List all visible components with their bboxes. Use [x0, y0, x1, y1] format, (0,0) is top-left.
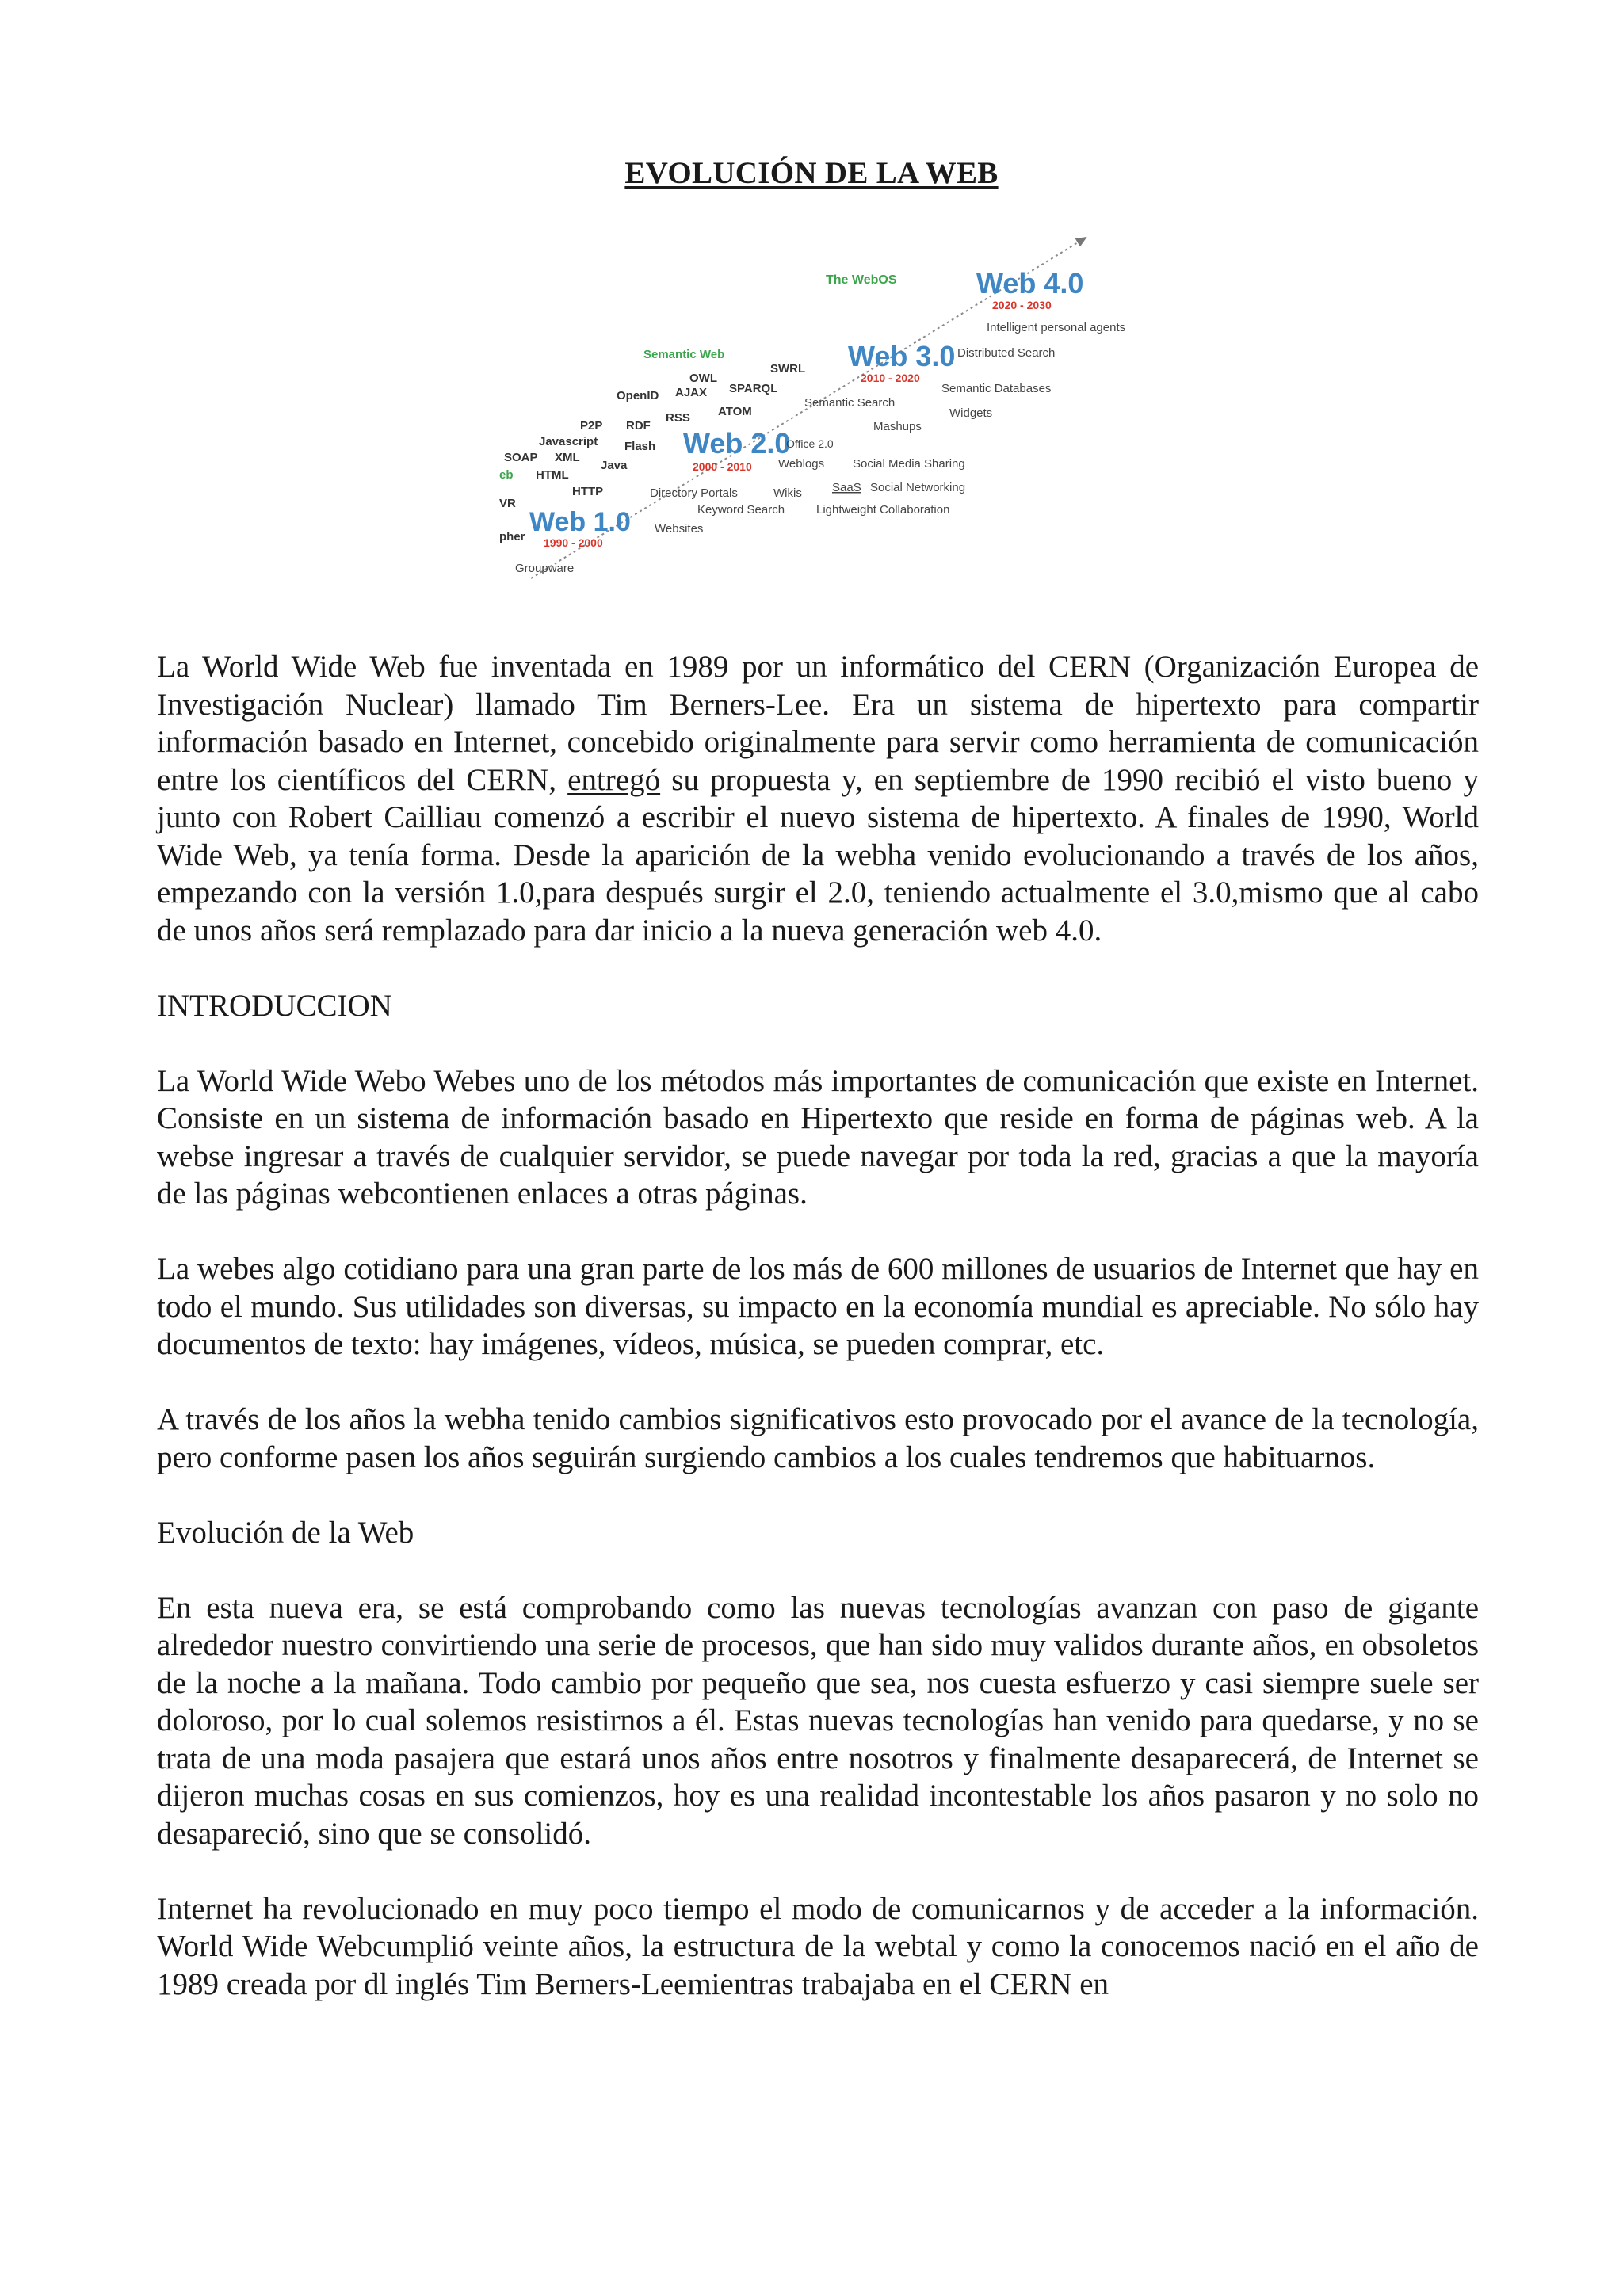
- label-http: HTTP: [572, 485, 604, 498]
- label-web40: Web 4.0: [976, 267, 1084, 299]
- label-semantic-web: Semantic Web: [643, 348, 725, 361]
- label-openid: OpenID: [617, 389, 659, 402]
- document-body: [157, 648, 1479, 2041]
- heading-introduccion: INTRODUCCION: [157, 988, 392, 1023]
- label-rdf: RDF: [626, 419, 651, 433]
- label-javascript: Javascript: [539, 435, 598, 448]
- label-office20: Office 2.0: [786, 437, 834, 450]
- label-wikis: Wikis: [773, 486, 802, 500]
- label-websites: Websites: [655, 522, 704, 536]
- label-groupware: Groupware: [515, 562, 575, 575]
- label-swrl: SWRL: [770, 362, 806, 376]
- label-directory-portals: Directory Portals: [650, 486, 738, 500]
- label-p2p: P2P: [580, 419, 603, 433]
- label-vr: VR: [499, 497, 516, 510]
- document-title: EVOLUCIÓN DE LA WEB: [624, 156, 999, 190]
- label-web10: Web 1.0: [529, 507, 631, 537]
- paragraph-history: [157, 648, 1479, 949]
- label-keyword-search: Keyword Search: [697, 503, 785, 517]
- label-html: HTML: [536, 468, 569, 482]
- label-weblogs: Weblogs: [778, 457, 825, 471]
- paragraph-evolution-2: Internet ha revolucionado en muy poco tiempo el modo de comunicarnos y de acceder a la información. World Wide Webcumplió veinte años, la estructura de la webtal y como la conocemos nació en el año de 1989 creada por dl inglés Tim Berners-Leemientras trabajaba en el CERN en: [157, 1891, 1479, 2001]
- label-social-media-sharing: Social Media Sharing: [853, 457, 965, 471]
- label-distributed-search: Distributed Search: [957, 346, 1056, 360]
- label-gopher-fragment: pher: [499, 530, 525, 543]
- label-web40-years: 2020 - 2030: [992, 299, 1052, 311]
- paragraph-history-a: La World Wide Web fue inventada en 1989 por un informático del CERN (Organización Europea de Investigación Nuclear) llamado Tim Berners-Lee. Era un sistema de hipertexto para compartir información basado en Internet, concebido originalmente para servir como herramienta de comunicación entre los científicos del CERN,: [157, 650, 1479, 797]
- label-java: Java: [601, 459, 628, 472]
- label-ajax: AJAX: [675, 386, 708, 399]
- link-entrego[interactable]: entregó: [567, 762, 661, 797]
- label-web30: Web 3.0: [848, 340, 956, 372]
- paragraph-intro-3: A través de los años la webha tenido cambios significativos esto provocado por el avance de la tecnología, pero conforme pasen los años seguirán surgiendo cambios a los cuales tendremos que habituarnos.: [157, 1402, 1479, 1474]
- label-webos: The WebOS: [826, 273, 897, 287]
- paragraph-evolution-1: En esta nueva era, se está comprobando como las nuevas tecnologías avanzan con paso de gigante alrededor nuestro convirtiendo una serie de procesos, que han sido muy validos durante años, en obsoletos de la noche a la mañana. Todo cambio por pequeño que sea, nos cuesta esfuerzo y casi siempre suele ser doloroso, por lo cual solemos resistirnos a él. Estas nuevas tecnologías han venido para quedarse, y no se trata de una moda pasajera que estará unos años entre nosotros y finalmente desaparecerá, de Internet se dijeron muchas cosas en sus comienzos, hoy es una realidad incontestable los años pasaron y no solo no desapareció, sino que se consolidó.: [157, 1590, 1479, 1851]
- label-xml: XML: [555, 451, 580, 464]
- label-rss: RSS: [666, 411, 690, 425]
- web-evolution-diagram: [499, 230, 1133, 586]
- label-web30-years: 2010 - 2020: [861, 372, 920, 384]
- label-atom: ATOM: [718, 405, 752, 418]
- heading-evolucion: Evolución de la Web: [157, 1515, 414, 1550]
- label-eb-fragment: eb: [499, 468, 514, 482]
- label-web20-years: 2000 - 2010: [693, 460, 752, 473]
- label-lightweight-collab: Lightweight Collaboration: [816, 503, 950, 517]
- paragraph-intro-1: La World Wide Webo Webes uno de los métodos más importantes de comunicación que existe en Internet. Consiste en un sistema de información basado en Hipertexto que reside en forma de páginas web. A la webse ingresar a través de cualquier servidor, se puede navegar por toda la red, gracias a que la mayoría de las páginas webcontienen enlaces a otras páginas.: [157, 1063, 1479, 1211]
- paragraph-intro-2: La webes algo cotidiano para una gran parte de los más de 600 millones de usuarios de Internet que hay en todo el mundo. Sus utilidades son diversas, su impacto en la economía mundial es apreciable. No sólo hay documentos de texto: hay imágenes, vídeos, música, se pueden comprar, etc.: [157, 1252, 1479, 1361]
- label-semantic-databases: Semantic Databases: [941, 382, 1052, 395]
- web-evolution-figure: [499, 230, 1133, 586]
- label-flash: Flash: [624, 440, 656, 453]
- label-saas: SaaS: [832, 481, 861, 494]
- label-sparql: SPARQL: [729, 382, 778, 395]
- paragraph-history-b: su propuesta y, en septiembre de 1990 recibió el visto bueno y junto con Robert Cailliau comenzó a escribir el nuevo sistema de hipertexto. A finales de 1990, World Wide Web, ya tenía forma. Desde la aparición de la webha venido evolucionando a través de los años, empezando con la versión 1.0,para después surgir el 2.0, teniendo actualmente el 3.0,mismo que al cabo de unos años será remplazado para dar inicio a la nueva generación web 4.0.: [157, 762, 1479, 948]
- label-mashups: Mashups: [873, 420, 922, 433]
- label-semantic-search: Semantic Search: [804, 396, 896, 410]
- label-web10-years: 1990 - 2000: [544, 536, 603, 549]
- label-intelligent-agents: Intelligent personal agents: [987, 321, 1126, 334]
- label-social-networking: Social Networking: [870, 481, 966, 494]
- label-soap: SOAP: [504, 451, 538, 464]
- label-owl: OWL: [689, 372, 717, 385]
- label-widgets: Widgets: [949, 406, 993, 420]
- label-web20: Web 2.0: [683, 427, 791, 460]
